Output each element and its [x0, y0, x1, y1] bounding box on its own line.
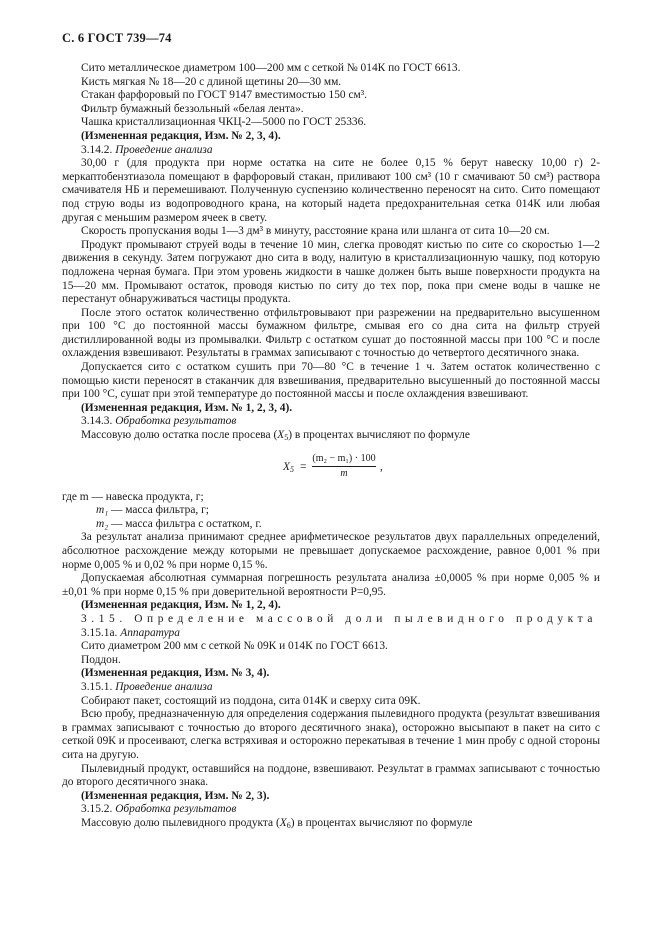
section-heading	[62, 144, 600, 158]
formula-fraction	[312, 452, 376, 481]
legend-row	[62, 518, 600, 532]
variable: X	[283, 460, 290, 473]
paragraph: Допускаемая абсолютная суммарная погрешность результата анализа ±0,0005 % при норме 0,005 % и ±0,01 % при норме 0,15 % при доверительной вероятности P=0,95.	[62, 572, 600, 598]
paragraph: Допускается сито с остатком сушить при 70—80 °С в течение 1 ч. Затем остаток количественно с помощью кисти переносят в стаканчик для взвешивания, предварительно высушенный до постоянной массы при 100 °С, сушат при этой температуре до постоянной массы и после охлаждения взвешивают.	[62, 361, 600, 401]
page-header: С. 6 ГОСТ 739—74	[62, 31, 172, 45]
legend-var: m₁	[96, 504, 109, 517]
revision-note: (Измененная редакция, Изм. № 1, 2, 3, 4).	[81, 401, 293, 414]
legend-var: где m	[62, 490, 89, 503]
formula-equals: =	[300, 460, 307, 473]
paragraph: Продукт промывают струей воды в течение 10 мин, слегка проводят кистью по сите со скоростью 1—2 движения в секунду. Затем погружают дно сита в воду, налитую в кристаллизационную чашку, под которую подложена черная бумага. При этом уровень жидкости в чашке должен быть выше поверхности продукта на 15—20 мм. Промывают остаток, проводя кистью по ситу до тех пор, пока при смене воды в чашке не перестанут обнаруживаться частицы продукта.	[62, 238, 600, 306]
variable: X	[279, 816, 287, 829]
revision-note: (Измененная редакция, Изм. № 3, 4).	[81, 667, 270, 680]
legend-text: — масса фильтра с остатком, г.	[108, 517, 262, 530]
legend-row	[62, 504, 600, 518]
subscript: 5	[284, 433, 289, 443]
formula-intro	[62, 429, 600, 443]
equipment-filter: Фильтр бумажный беззольный «белая лента».	[81, 102, 304, 115]
section-number: 3.15.1а.	[81, 626, 118, 639]
subscript: 6	[286, 820, 291, 830]
section-number: 3.14.2.	[81, 143, 113, 156]
legend-text: — навеска продукта, г;	[88, 490, 204, 503]
formula-intro	[62, 817, 600, 831]
revision-note: (Измененная редакция, Изм. № 2, 3, 4).	[81, 129, 281, 142]
text-run: Массовую долю пылевидного продукта (	[81, 816, 280, 829]
variable-legend	[62, 491, 600, 532]
paragraph: Всю пробу, предназначенную для определения содержания пылевидного продукта (результат взвешивания в граммах записывают с точностью до второго десятичного знака), осторожно высыпают в пакет на сито с сеткой 09К и просеивают, слегка встряхивая и осторожно перекатывая в течение 1 мин пробу с одной стороны сита на другую.	[62, 708, 600, 761]
equipment-brush: Кисть мягкая № 18—20 с длиной щетины 20—30 мм.	[81, 75, 342, 88]
section-heading-spaced: 3.15. Определение массовой доли пылевидного продукта	[81, 612, 598, 625]
section-heading	[62, 803, 600, 817]
legend-row	[62, 491, 600, 505]
formula-numerator: (m₂ − m₁) · 100	[312, 452, 376, 468]
legend-text: — масса фильтра, г;	[108, 504, 209, 517]
text-run: ) в процентах вычисляют по формуле	[290, 816, 473, 829]
equipment-dish: Чашка кристаллизационная ЧКЦ-2—5000 по ГОСТ 25336.	[81, 116, 367, 129]
paragraph: После этого остаток количественно отфильтровывают при разрежении на предварительно высушенном при 100 °С до постоянной массы бумажном фильтре, смывая его со дна сита на фильтр струей дистиллированной воды из промывалки. Фильтр с остатком сушат до постоянной массы при 100 °С и после охлаждения взвешивают. Результаты в граммах записывают с точностью до четвертого десятичного знака.	[62, 306, 600, 360]
section-title: Обработка результатов	[115, 803, 237, 816]
paragraph: 30,00 г (для продукта при норме остатка на сите не более 0,15 % берут навеску 10,00 г) 2-меркаптобензтиазола помещают в фарфоровый стакан, приливают 100 см³ (10 г смачивают 50 см³) раствора смачивателя НБ и перемешивают. Полученную суспензию количественно переносят на сито. Сито помещают под струю воды из водопроводного крана, на который надета предохранительная сетка 014К или любая другая с меньшим размером ячеек в свету.	[62, 157, 600, 224]
section-number: 3.15.1.	[81, 680, 113, 693]
section-number: 3.14.3.	[81, 415, 113, 428]
paragraph: Пылевидный продукт, оставшийся на поддоне, взвешивают. Результат в граммах записывают с точностью до второго десятичного знака.	[62, 762, 600, 789]
section-title: Обработка результатов	[115, 415, 237, 428]
paragraph: Скорость пропускания воды 1—3 дм³ в минуту, расстояние крана или шланга от сита 10—20 см.	[81, 225, 550, 238]
section-number: 3.15.2.	[81, 803, 113, 816]
paragraph: За результат анализа принимают среднее арифметическое результатов двух параллельных определений, абсолютное расхождение между которыми не превышает допускаемое расхождение, равное 0,001 % при норме 0,005 % и 0,02 % при норме 0,15 %.	[62, 531, 600, 571]
formula-denominator: m	[340, 468, 348, 480]
section-title: Проведение анализа	[115, 680, 213, 693]
text-run: Массовую долю остатка после просева (	[81, 429, 278, 442]
section-title: Аппаратура	[120, 626, 180, 639]
legend-var: m₂	[96, 517, 109, 530]
section-heading	[62, 415, 600, 429]
section-heading	[62, 681, 600, 695]
paragraph: Поддон.	[81, 653, 121, 666]
formula-x5	[62, 452, 600, 484]
paragraph: Собирают пакет, состоящий из поддона, сита 014К и сверху сита 09К.	[81, 694, 421, 707]
formula-lhs	[283, 461, 294, 475]
variable: X	[277, 429, 285, 442]
section-heading	[62, 627, 600, 641]
formula-comma: ,	[380, 460, 383, 473]
section-title: Проведение анализа	[115, 143, 213, 156]
revision-note: (Измененная редакция, Изм. № 1, 2, 4).	[81, 599, 281, 612]
equipment-sieve: Сито металлическое диаметром 100—200 мм с сеткой № 014К по ГОСТ 6613.	[81, 62, 461, 74]
subscript: 5	[289, 464, 294, 474]
page-body	[62, 62, 600, 830]
revision-note: (Измененная редакция, Изм. № 2, 3).	[81, 789, 270, 802]
text-run: ) в процентах вычисляют по формуле	[288, 429, 470, 442]
paragraph: Сито диаметром 200 мм с сеткой № 09К и 014К по ГОСТ 6613.	[81, 640, 388, 653]
equipment-beaker: Стакан фарфоровый по ГОСТ 9147 вместимостью 150 см³.	[81, 89, 367, 102]
